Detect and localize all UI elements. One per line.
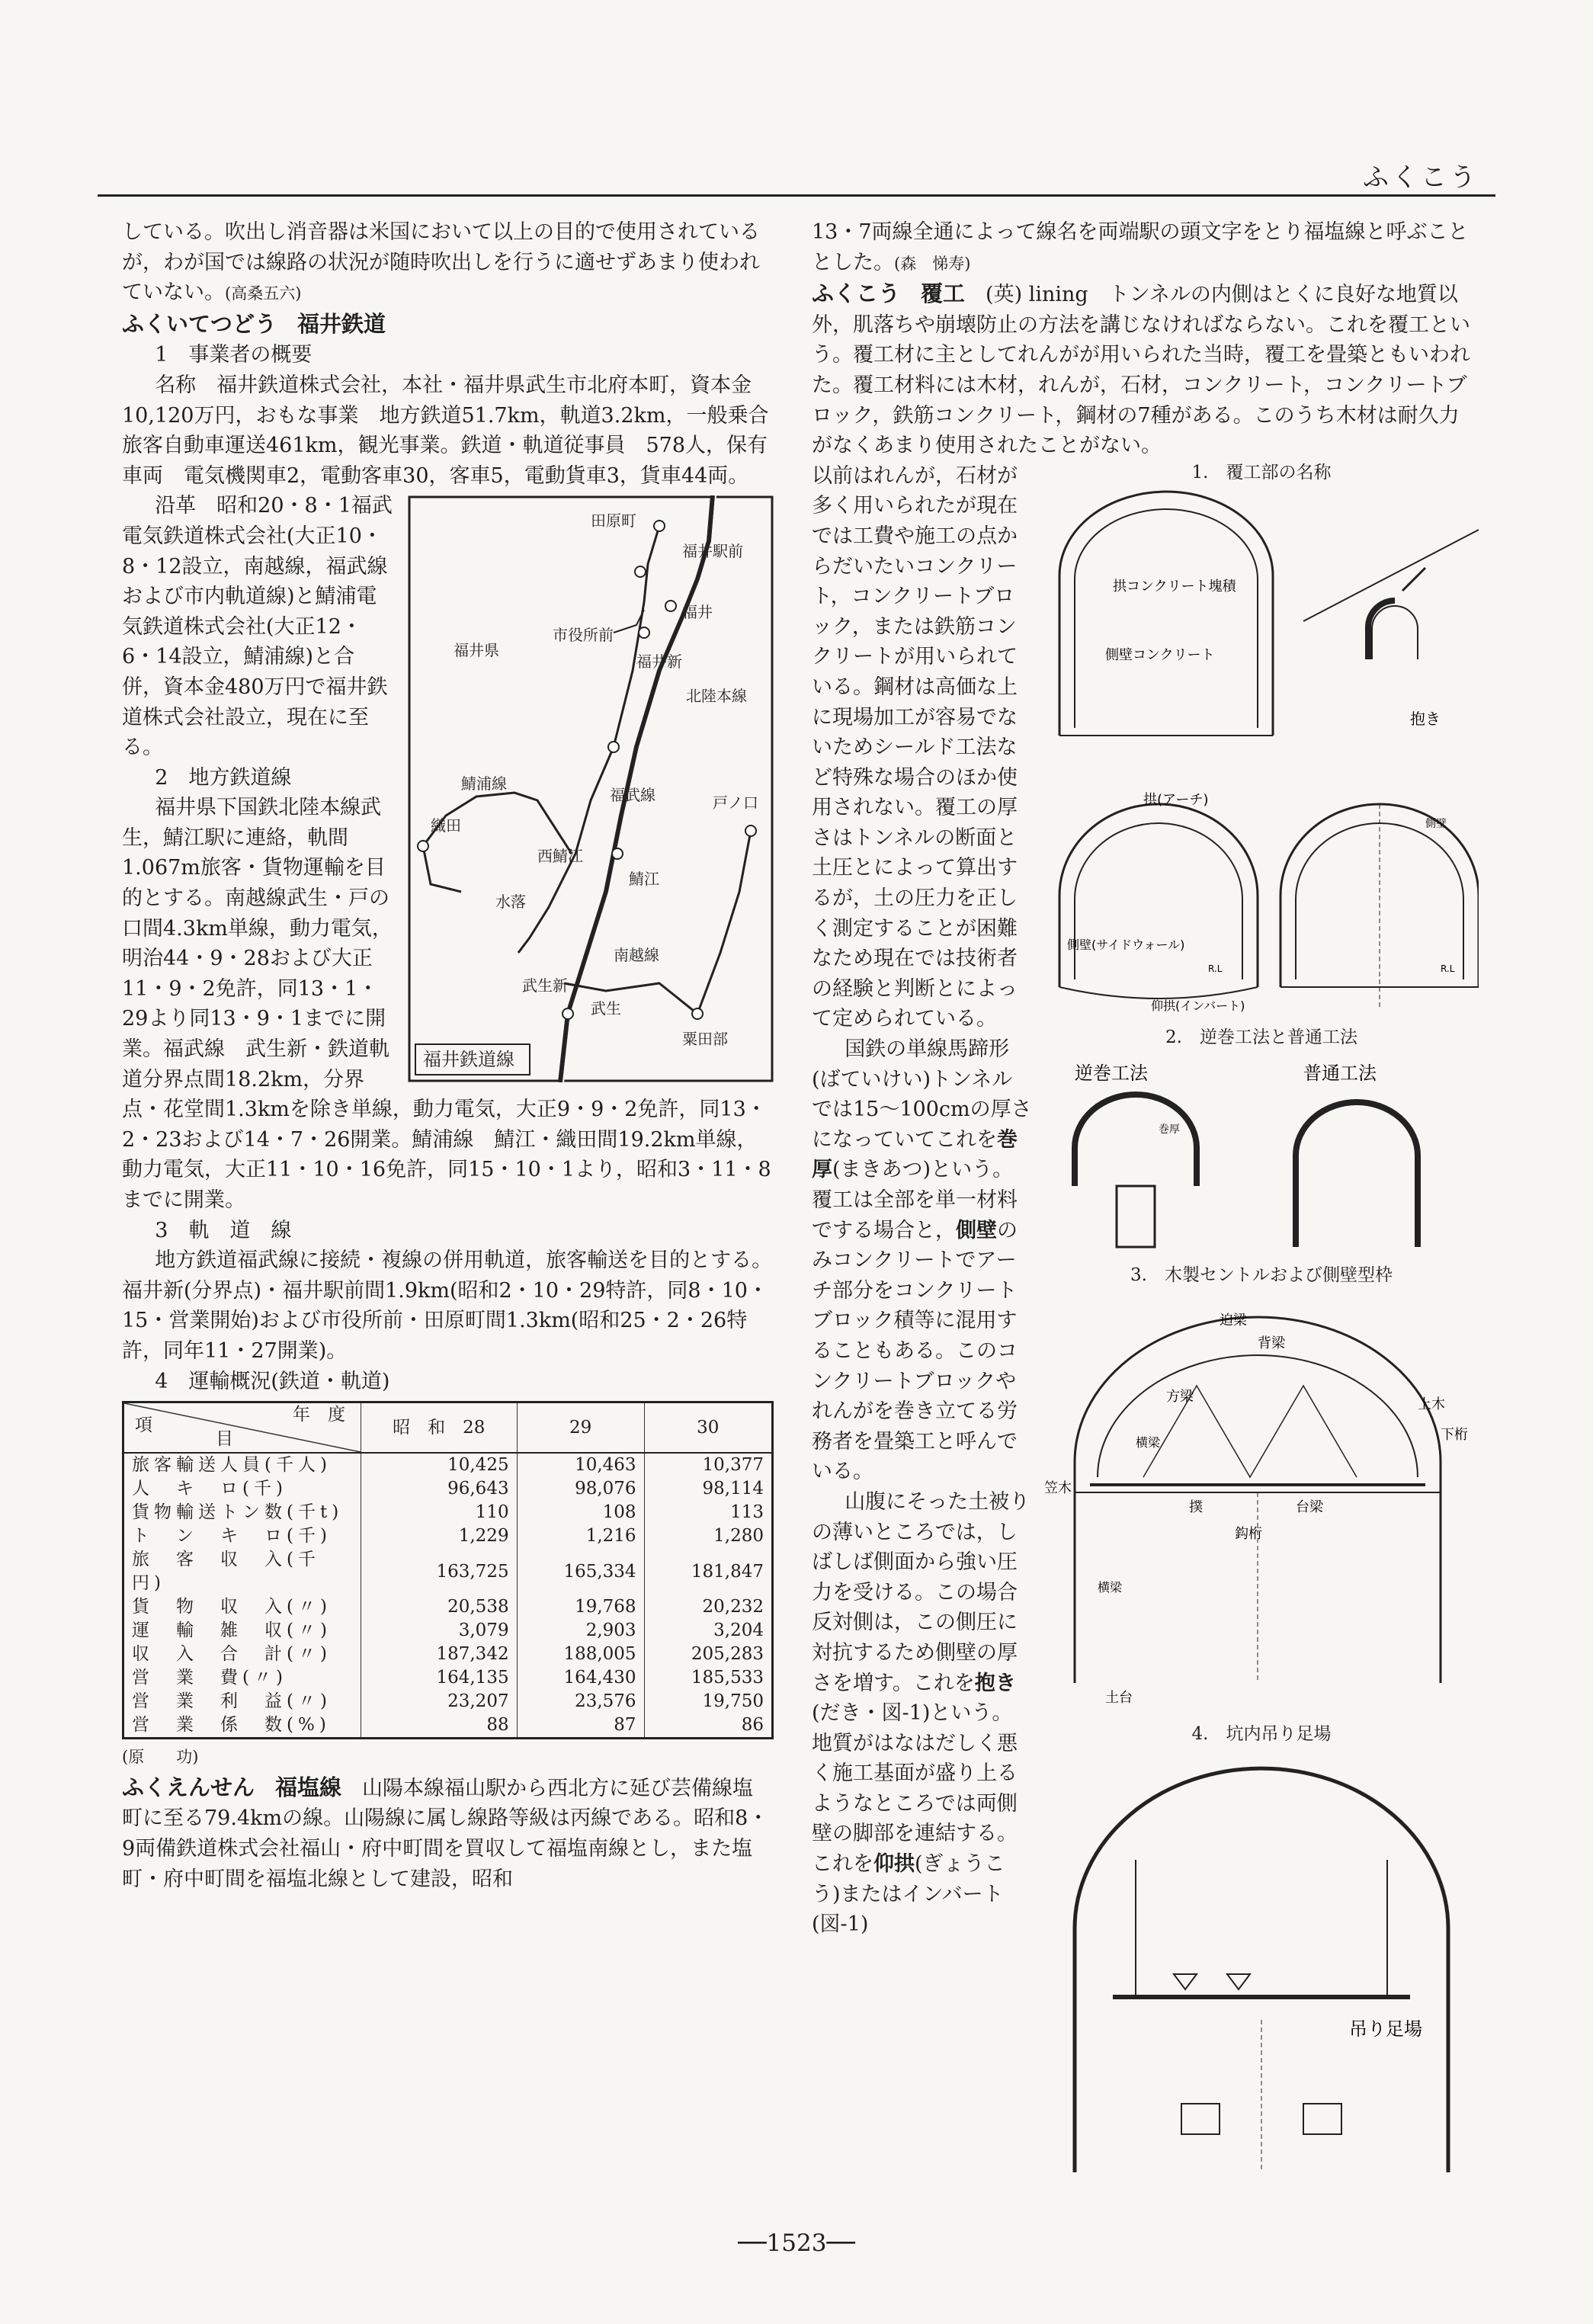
- fig3-label: 背梁: [1258, 1335, 1285, 1351]
- fig3-label: 迫梁: [1220, 1312, 1247, 1329]
- row-value: 2,903: [517, 1619, 644, 1643]
- entry-kana: ふくいてつどう: [122, 310, 277, 337]
- row-value: 19,750: [644, 1690, 772, 1713]
- figure-caption: 3. 木製セントルおよび側壁型枠: [1130, 1265, 1393, 1285]
- fig3-label: 下桁: [1441, 1426, 1468, 1443]
- table-row: [123, 1501, 773, 1524]
- continued-text: している。吹出し消音器は米国において以上の目的で使用されているが，わが国では線路の状況が随時吹出しを行うに適せずあまり使われていない。: [122, 220, 760, 305]
- row-value: 3,079: [361, 1619, 518, 1643]
- table-row: [123, 1690, 773, 1713]
- map-line-label: 福武線: [610, 786, 655, 805]
- map-station-label: 戸ノ口: [713, 793, 758, 813]
- table-row: [123, 1666, 773, 1690]
- right-column: [812, 217, 1479, 2185]
- keyword: 仰拱: [873, 1852, 915, 1877]
- table-author: (原 功): [122, 1748, 199, 1767]
- map-line-label: 南越線: [614, 946, 659, 965]
- map-station-label: 福井: [682, 603, 713, 622]
- map-station-label: 粟田部: [682, 1030, 728, 1049]
- fukui-railway-map: [408, 495, 774, 1082]
- transport-table: [122, 1401, 774, 1739]
- row-value: 205,283: [644, 1643, 772, 1666]
- fig1-label: 拱(アーチ): [1143, 791, 1209, 808]
- row-value: 87: [517, 1713, 644, 1739]
- entry-heading-fukui: [122, 309, 774, 341]
- entry-english: (英) lining: [986, 283, 1088, 307]
- fig3-label: 笠木: [1044, 1479, 1072, 1496]
- continued-text: 13・7両線全通によって線名を両端駅の頭文字をとり福塩線と呼ぶこととした。: [812, 220, 1469, 274]
- year-header: 昭 和 28: [361, 1402, 518, 1454]
- entry-body: トンネルの内側はとくに良好な地質以外，肌落ちや崩壊防止の方法を講じなければならない。これを覆工という。覆工材に主としてれんがが用いられた当時，覆工を畳築ともいわれた。覆工材料には木材，れんが，石材，コンクリート，コンクリートブロック，鉄筋コンクリート，鋼材の7種がある。このうち木材は耐久力がなくあまり使用されたことがない。: [812, 283, 1470, 458]
- running-head: ふくこう: [1363, 162, 1479, 193]
- body-text: (ぎょうこう)またはインバート(図-1): [812, 1852, 1005, 1937]
- section-title-1: 1 事業者の概要: [155, 343, 313, 367]
- table-row: [123, 1477, 773, 1501]
- section-body-2: 福井県下国鉄北陸本線武生，鯖江駅に連絡，軌間1.067m旅客・貨物運輸を目的とする。南越線武生・戸の口間4.3km単線，動力電気，明治44・9・28および大正11・9・2免許，同13・1・29より同13・9・1までに開業。福武線 武生新・鉄道軌道分界点間18.2km，分界点・花堂間1.3kmを除き単線，動力電気，大正9・9・2免許，同13・2・23および14・7・26開業。鯖浦線 鯖江・織田間19.2km単線，動力電気，大正11・10・16免許，同15・10・1より，昭和3・11・8までに開業。: [122, 796, 771, 1212]
- fig1-label: 仰拱(インバート): [1151, 998, 1245, 1013]
- figure-3-centering: [1044, 1287, 1479, 1713]
- map-station-label: 水落: [495, 893, 526, 912]
- table-row: [123, 1619, 773, 1643]
- row-label: 人 キ ロ(千): [123, 1477, 361, 1501]
- row-value: 20,538: [361, 1595, 518, 1619]
- section-title-3: 3 軌 道 線: [155, 1218, 292, 1242]
- body-text: (だき・図-1)という。地質がはなはだしく悪く施工基面が盛り上るようなところでは両側壁の脚部を連結する。これを: [812, 1701, 1018, 1877]
- map-line-label: 鯖浦線: [461, 774, 507, 793]
- section-history-1: 沿革 昭和20・8・1福武電気鉄道株式会社(大正10・8・12設立，南越線，福武線および市内軌道線)と鯖浦電気鉄道株式会社(大正12・6・14設立，鯖浦線)と合併，資本金480万円で福井鉄道株式会社設立，現在に至る。: [122, 494, 393, 760]
- row-value: 165,334: [517, 1548, 644, 1595]
- fig1-label: R.L: [1208, 963, 1223, 974]
- row-value: 88: [361, 1713, 518, 1739]
- map-svg: [408, 495, 774, 1082]
- keyword: 巻厚: [812, 1127, 1018, 1182]
- row-value: 98,076: [517, 1477, 644, 1501]
- row-value: 10,463: [517, 1453, 644, 1477]
- row-value: 96,643: [361, 1477, 518, 1501]
- fig3-label: 横梁: [1136, 1434, 1161, 1450]
- fig4-label: 吊り足場: [1349, 2018, 1422, 2040]
- row-label: 営 業 係 数(%): [123, 1713, 361, 1739]
- year-header: 30: [644, 1402, 772, 1454]
- figure-caption: 2. 逆巻工法と普通工法: [1165, 1027, 1357, 1048]
- row-value: 108: [517, 1501, 644, 1524]
- fig1-label: 抱き: [1410, 709, 1441, 728]
- body-text: 国鉄の単線馬蹄形(ばていけい)トンネルでは15～100cmの厚さになっていてこれを: [812, 1037, 1032, 1152]
- row-value: 113: [644, 1501, 772, 1524]
- figure-2-methods: [1044, 1049, 1479, 1255]
- row-value: 187,342: [361, 1643, 518, 1666]
- body-text: のみコンクリートでアーチ部分をコンクリートブロック積等に混用することもある。このコンクリートブロックやれんがを巻き立てる労務者を畳築工と呼んでいる。: [812, 1218, 1018, 1484]
- table-row: [123, 1595, 773, 1619]
- header-moku: 目: [216, 1429, 233, 1450]
- row-value: 188,005: [517, 1643, 644, 1666]
- continued-paragraph: [812, 217, 1479, 279]
- fig2-left-title: 逆巻工法: [1075, 1063, 1148, 1085]
- entry-kanji: 福井鉄道: [297, 310, 386, 337]
- map-station-label: 西鯖江: [537, 847, 583, 866]
- table-header-corner: [123, 1402, 361, 1454]
- page-number: ──1523──: [738, 2229, 855, 2257]
- fig3-label: 上木: [1418, 1396, 1445, 1412]
- figure-caption: 1. 覆工部の名称: [1191, 462, 1332, 482]
- author-tag: (高桑五六): [225, 284, 302, 303]
- entry-kanji: 覆工: [921, 280, 966, 307]
- fig2-right-title: 普通工法: [1303, 1063, 1377, 1085]
- map-station-label: 鯖江: [629, 870, 659, 889]
- entry-kanji: 福塩線: [275, 1774, 342, 1800]
- fig1-label: 拱コンクリート塊積: [1113, 578, 1236, 595]
- fig3-label: 撲: [1189, 1499, 1203, 1515]
- fig1-label: 側壁(サイドウォール): [1067, 937, 1185, 952]
- fig1-label: R.L: [1441, 963, 1455, 974]
- keyword: 抱き: [974, 1671, 1016, 1695]
- row-value: 164,430: [517, 1666, 644, 1690]
- map-station-label: 武生: [591, 999, 621, 1018]
- table-body: [123, 1453, 773, 1739]
- header-komoku: 項: [135, 1415, 152, 1436]
- map-station-label: 福井駅前: [682, 542, 743, 561]
- figure-caption: 4. 坑内吊り足場: [1191, 1723, 1332, 1744]
- section-title-4: 4 運輸概況(鉄道・軌道): [155, 1369, 390, 1393]
- row-label: 旅客輸送人員(千人): [123, 1453, 361, 1477]
- header-rule: [98, 194, 1495, 197]
- row-label: 運 輸 雑 収(〃): [123, 1619, 361, 1643]
- fig3-label: 台梁: [1296, 1499, 1323, 1515]
- entry-kana: ふくえんせん: [122, 1774, 255, 1800]
- map-line-label: 北陸本線: [686, 687, 747, 706]
- row-value: 1,280: [644, 1524, 772, 1548]
- header-nendo: 年 度: [293, 1405, 345, 1425]
- row-value: 110: [361, 1501, 518, 1524]
- fig3-label: 横梁: [1098, 1579, 1123, 1595]
- row-label: 営 業 利 益(〃): [123, 1690, 361, 1713]
- fig3-label: 土台: [1105, 1689, 1133, 1706]
- year-header: 29: [517, 1402, 644, 1454]
- map-station-label: 田原町: [591, 511, 636, 531]
- entry-kana: ふくこう: [812, 280, 901, 307]
- figure-4-scaffold: [1044, 1745, 1479, 2172]
- figure-1-lining-names: [1044, 484, 1479, 1018]
- author-tag: (森 悌寿): [894, 254, 971, 273]
- fig1-label: 側壁: [1425, 817, 1447, 830]
- keyword: 側壁: [956, 1218, 997, 1242]
- entry-heading-fukuen: [122, 1773, 774, 1894]
- table-row: [123, 1713, 773, 1739]
- row-value: 98,114: [644, 1477, 772, 1501]
- fig3-label: 鈎桁: [1235, 1525, 1262, 1542]
- map-station-label: 武生新: [522, 976, 568, 995]
- row-label: ト ン キ ロ(千): [123, 1524, 361, 1548]
- row-value: 163,725: [361, 1548, 518, 1595]
- entry-body: 山陽本線福山駅から西北方に延び芸備線塩町に至る79.4kmの線。山陽線に属し線路等級は丙線である。昭和8・9両備鉄道株式会社福山・府中町間を買収して福塩南線とし，また塩町・府中町間を福塩北線として建設，昭和: [122, 1776, 769, 1891]
- row-label: 収 入 合 計(〃): [123, 1643, 361, 1666]
- section-title-2: 2 地方鉄道線: [155, 765, 292, 790]
- left-column: [122, 217, 774, 1894]
- figures-column: [1044, 461, 1479, 2181]
- map-region-label: 福井県: [454, 641, 499, 660]
- table-row: [123, 1524, 773, 1548]
- row-value: 10,377: [644, 1453, 772, 1477]
- row-value: 1,229: [361, 1524, 518, 1548]
- map-title: 福井鉄道線: [423, 1049, 514, 1071]
- row-value: 10,425: [361, 1453, 518, 1477]
- row-value: 19,768: [517, 1595, 644, 1619]
- table-row: [123, 1453, 773, 1477]
- row-label: 貨物輸送トン数(千t): [123, 1501, 361, 1524]
- map-station-label: 織田: [431, 816, 461, 835]
- body-text: 山腹にそった土被りの薄いところでは，しばしば側面から強い圧力を受ける。この場合反対側は，この側圧に対抗するため側壁の厚さを増す。これを: [812, 1489, 1030, 1695]
- entry-heading-fukko: [812, 279, 1479, 461]
- row-value: 164,135: [361, 1666, 518, 1690]
- fig1-label: 側壁コンクリート: [1105, 646, 1215, 663]
- map-station-label: 市役所前: [553, 626, 614, 645]
- table-row: [123, 1548, 773, 1595]
- fig2-label: 巻厚: [1159, 1124, 1180, 1136]
- row-label: 貨 物 収 入(〃): [123, 1595, 361, 1619]
- row-value: 23,576: [517, 1690, 644, 1713]
- row-value: 181,847: [644, 1548, 772, 1595]
- row-value: 185,533: [644, 1666, 772, 1690]
- row-value: 86: [644, 1713, 772, 1739]
- section-body-1: 名称 福井鉄道株式会社，本社・福井県武生市北府本町，資本金 10,120万円，おもな事業 地方鉄道51.7km，軌道3.2km，一般乗合旅客自動車運送461km，観光事業。鉄道・軌道従事員 578人，保有車両 電気機関車2，電動客車30，客車5，電動貨車3，貨車44両。: [122, 373, 773, 488]
- fig3-label: 方梁: [1166, 1388, 1194, 1405]
- continued-paragraph: [122, 217, 774, 309]
- section-body-3: 地方鉄道福武線に接続・複線の併用軌道，旅客輸送を目的とする。福井新(分界点)・福井駅前間1.9km(昭和2・10・29特許，同8・10・15・営業開始)および市役所前・田原町間1.3km(昭和25・2・26特許，同年11・27開業)。: [122, 1249, 773, 1363]
- row-label: 旅 客 収 入(千円): [123, 1548, 361, 1595]
- table-row: [123, 1643, 773, 1666]
- row-label: 営 業 費(〃): [123, 1666, 361, 1690]
- row-value: 23,207: [361, 1690, 518, 1713]
- map-station-label: 福井新: [636, 652, 682, 672]
- row-value: 20,232: [644, 1595, 772, 1619]
- row-value: 3,204: [644, 1619, 772, 1643]
- entry-body-b: 以前はれんが，石材が多く用いられたが現在では工費や施工の点からだいたいコンクリート，コンクリートブロック，または鉄筋コンクリートが用いられている。鋼材は高価な上に現場加工が容易でないためシールド工法など特殊な場合のほか使用されない。覆工の厚さはトンネルの断面と土圧とによって算出するが，土の圧力を正しく測定することが困難なため現在では技術者の経験と判断とによって定められている。: [812, 463, 1018, 1031]
- body-text: (まきあつ)という。覆工は全部を単一材料でする場合と，: [812, 1158, 1018, 1242]
- row-value: 1,216: [517, 1524, 644, 1548]
